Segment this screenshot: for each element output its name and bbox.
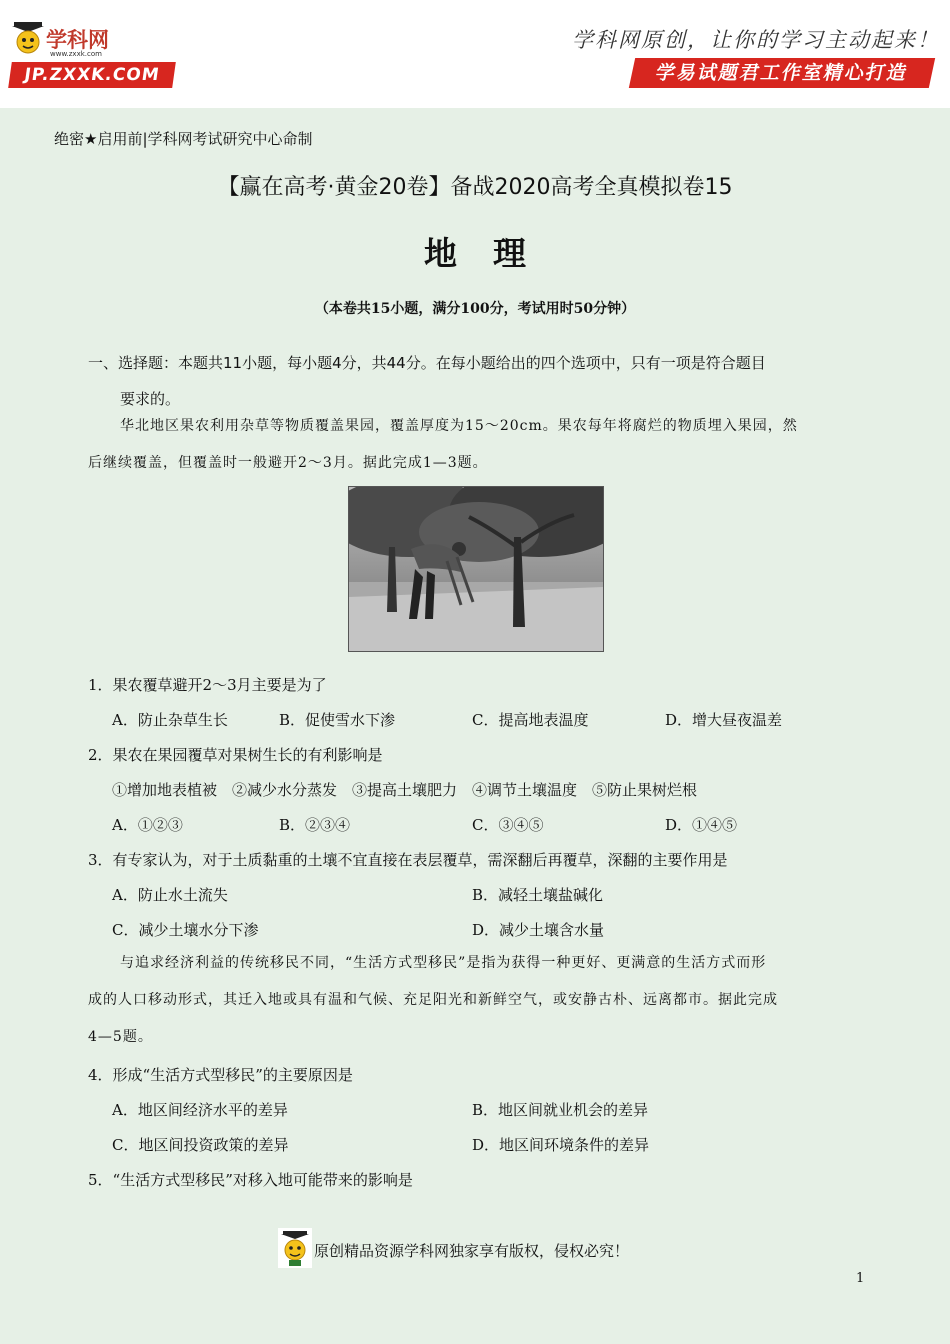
- mascot-icon: [278, 1228, 312, 1268]
- q1-option-b[interactable]: B．促使雪水下渗: [279, 711, 396, 729]
- q1-option-d[interactable]: D．增大昼夜温差: [665, 711, 783, 729]
- farmer-mulching-image: [349, 487, 603, 651]
- orchard-photo: [348, 486, 604, 652]
- material-1-line-1: 华北地区果农利用杂草等物质覆盖果园，覆盖厚度为15～20cm。果农每年将腐烂的物质埋入果园，然: [120, 418, 798, 434]
- material-1: [88, 408, 868, 482]
- page-footer: [278, 1228, 678, 1268]
- header-slogan: 学科网原创，让你的学习主动起来！: [572, 28, 940, 52]
- q3-option-c[interactable]: C．减少土壤水分下渗: [112, 921, 259, 939]
- mascot-icon: [10, 20, 46, 58]
- material-2-line-3: 4—5题。: [88, 1029, 153, 1045]
- material-1-line-2: 后继续覆盖，但覆盖时一般避开2～3月。据此完成1—3题。: [88, 455, 488, 471]
- q5-stem: 5．“生活方式型移民”对移入地可能带来的影响是: [88, 1171, 413, 1189]
- q1-option-c[interactable]: C．提高地表温度: [472, 711, 589, 729]
- exam-note: （本卷共15小题，满分100分，考试用时50分钟）: [314, 301, 636, 317]
- header-slogan-banner: 学易试题君工作室精心打造: [629, 58, 935, 88]
- section-line-2: 要求的。: [120, 390, 181, 408]
- q4-option-a[interactable]: A．地区间经济水平的差异: [112, 1101, 288, 1119]
- q3-stem: 3．有专家认为，对于土质黏重的土壤不宜直接在表层覆草，需深翻后再覆草，深翻的主要作用是: [88, 851, 728, 869]
- logo-url: www.zxxk.com: [50, 50, 102, 58]
- zxxk-logo[interactable]: [10, 20, 178, 90]
- exam-title: 【赢在高考·黄金20卷】备战2020高考全真模拟卷15: [217, 175, 733, 200]
- q4-option-b[interactable]: B．地区间就业机会的差异: [472, 1101, 649, 1119]
- section-line-1: 一、选择题：本题共11小题，每小题4分，共44分。在每小题给出的四个选项中，只有一项是符合题目: [88, 354, 766, 372]
- material-2-line-1: 与追求经济利益的传统移民不同，“生活方式型移民”是指为获得一种更好、更满意的生活方式而形: [120, 955, 767, 971]
- q3-option-a[interactable]: A．防止水土流失: [112, 886, 228, 904]
- q2-items: ①增加地表植被 ②减少水分蒸发 ③提高土壤肥力 ④调节土壤温度 ⑤防止果树烂根: [112, 781, 698, 799]
- material-2-line-2: 成的人口移动形式，其迁入地或具有温和气候、充足阳光和新鲜空气，或安静古朴、远离都市。据此完成: [88, 992, 778, 1008]
- section-heading: [88, 345, 878, 417]
- q3-option-b[interactable]: B．减轻土壤盐碱化: [472, 886, 604, 904]
- q2-option-c[interactable]: C．③④⑤: [472, 816, 544, 834]
- q1-option-a[interactable]: A．防止杂草生长: [112, 711, 228, 729]
- q4-option-d[interactable]: D．地区间环境条件的差异: [472, 1136, 650, 1154]
- q4-option-c[interactable]: C．地区间投资政策的差异: [112, 1136, 289, 1154]
- q2-stem: 2．果农在果园覆草对果树生长的有利影响是: [88, 746, 383, 764]
- secret-line: 绝密★启用前|学科网考试研究中心命制: [54, 130, 313, 148]
- q4-stem: 4．形成“生活方式型移民”的主要原因是: [88, 1066, 353, 1084]
- page-number: 1: [856, 1271, 865, 1286]
- q3-option-d[interactable]: D．减少土壤含水量: [472, 921, 605, 939]
- q2-option-b[interactable]: B．②③④: [279, 816, 351, 834]
- subject-title: 地理: [424, 234, 562, 273]
- page-header: [0, 0, 950, 108]
- q2-option-a[interactable]: A．①②③: [112, 816, 183, 834]
- copyright-notice: 原创精品资源学科网独家享有版权，侵权必究！: [314, 1242, 630, 1260]
- q2-option-d[interactable]: D．①④⑤: [665, 816, 738, 834]
- material-2: [88, 945, 868, 1056]
- logo-banner: JP.ZXXK.COM: [8, 62, 176, 88]
- logo-title: 学科网: [46, 28, 109, 52]
- q1-stem: 1．果农覆草避开2～3月主要是为了: [88, 676, 327, 694]
